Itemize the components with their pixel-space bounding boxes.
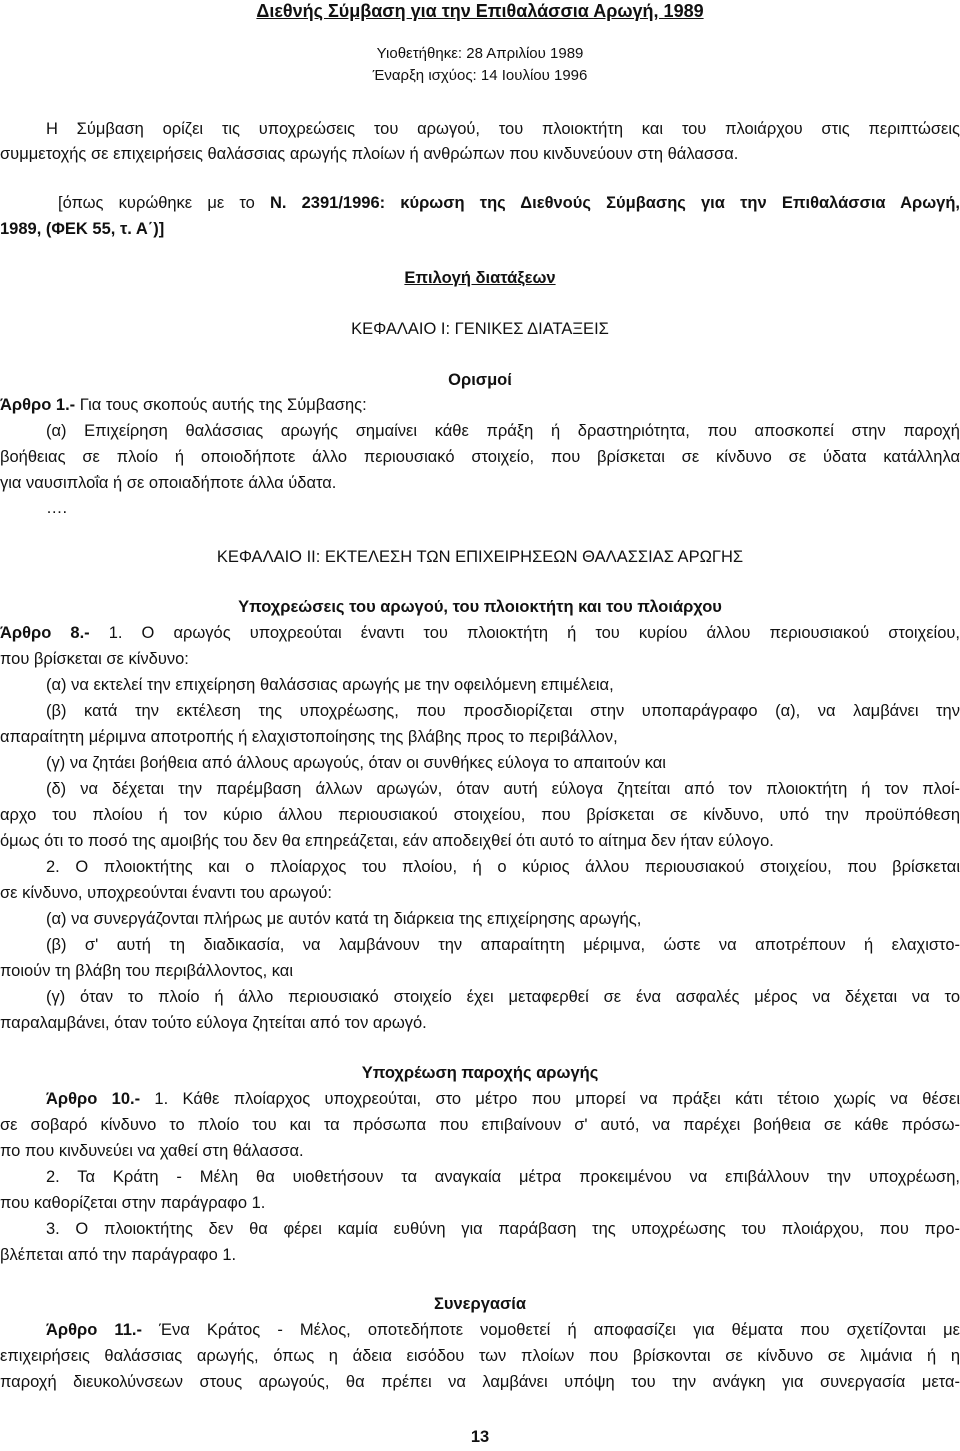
- article-8-line-10: 2. Ο πλοιοκτήτης και ο πλοίαρχος του πλοίου, ή ο κύριος άλλου περιουσιακού στοιχείου, που βρίσκεται: [46, 858, 960, 876]
- article-10-line-7: βλέπεται από την παράγραφο 1.: [0, 1246, 237, 1264]
- article-1-a-line-3: για ναυσιπλοΐα ή σε οποιαδήποτε άλλα ύδατα.: [0, 474, 337, 492]
- article-10-line-3: πο που κινδυνεύει να χαθεί στη θάλασσα.: [0, 1142, 304, 1160]
- cooperation-heading: Συνεργασία: [433, 1295, 527, 1313]
- selection-heading: Επιλογή διατάξεων: [404, 269, 556, 287]
- article-8-line-5: απαραίτητη μέριμνα αποτροπής ή ελαχιστοποίησης της βλάβης προς το περιβάλλον,: [0, 728, 618, 746]
- adoption-date: Υιοθετήθηκε: 28 Απριλίου 1989: [376, 45, 584, 62]
- article-1-label: Άρθρο 1.-: [0, 396, 76, 414]
- article-8-line-11: σε κίνδυνο, υποχρεούνται έναντι του αρωγού:: [0, 884, 332, 902]
- article-11-text: Ένα Κράτος - Μέλος, οποτεδήποτε νομοθετεί ή αποφασίζει για θέματα που σχετίζονται με: [141, 1321, 960, 1339]
- article-10-line-4: 2. Τα Κράτη - Μέλη θα υιοθετήσουν τα αναγκαία μέτρα προκειμένου να επιβάλλουν την υποχρέωση,: [46, 1168, 960, 1186]
- article-8-line-4: (β) κατά την εκτέλεση της υποχρέωσης, που προσδιορίζεται στην υποπαράγραφο (α), να λαμβάνει την: [46, 702, 960, 720]
- article-8-line-9: όμως ότι το ποσό της αμοιβής του δεν θα επηρεάζεται, εάν αποδειχθεί ότι αυτό το αίτημα δεν ήταν εύλογο.: [0, 832, 774, 850]
- page-number: 13: [470, 1428, 490, 1446]
- article-10-label: Άρθρο 10.-: [46, 1090, 141, 1108]
- article-8-line-13: (β) σ' αυτή τη διαδικασία, να λαμβάνουν την απαραίτητη μέριμνα, ώστε να αποτρέπουν ή ελαχιστο-: [46, 936, 960, 954]
- article-8-line-3: (α) να εκτελεί την επιχείρηση θαλάσσιας αρωγής με την οφειλόμενη επιμέλεια,: [46, 676, 614, 694]
- article-10-line-2: σε σοβαρό κίνδυνο το πλοίο του και τα πρόσωπα που επιβαίνουν σ' αυτό, να παρέχει βοήθεια σε κάθε πρόσω-: [0, 1116, 960, 1134]
- article-1-intro: [0, 394, 960, 416]
- definitions-heading: Ορισμοί: [448, 371, 512, 389]
- article-8-line-2: που βρίσκεται σε κίνδυνο:: [0, 650, 189, 668]
- article-10-line-1: [0, 1088, 960, 1110]
- article-10-line-6: 3. Ο πλοιοκτήτης δεν θα φέρει καμία ευθύνη για παράβαση της υποχρέωσης του πλοιάρχου, που προ-: [46, 1220, 960, 1238]
- chapter-1-heading: ΚΕΦΑΛΑΙΟ Ι: ΓΕΝΙΚΕΣ ΔΙΑΤΑΞΕΙΣ: [351, 320, 609, 338]
- article-10-line-5: που καθορίζεται στην παράγραφο 1.: [0, 1194, 266, 1212]
- article-8-text: 1. Ο αρωγός υποχρεούται έναντι του πλοιοκτήτη ή του κυρίου άλλου περιουσιακού στοιχείου,: [89, 624, 960, 642]
- article-8-line-14: ποιούν τη βλάβη του περιβάλλοντος, και: [0, 962, 293, 980]
- article-1-a-line-2: βοήθειας σε πλοίο ή οποιοδήποτε άλλο περιουσιακό στοιχείο, που βρίσκεται σε κίνδυνο σε ύδατα κατάλληλα: [0, 448, 960, 466]
- obligations-heading: Υποχρεώσεις του αρωγού, του πλοιοκτήτη και του πλοιάρχου: [238, 598, 722, 616]
- article-11-line-3: παροχή διευκολύνσεων στους αρωγούς, θα πρέπει να λαμβάνει υπόψη του την ανάγκη για συνεργασία μετα-: [0, 1373, 960, 1391]
- article-8-line-8: αρχο του πλοίου ή τον κύριο άλλου περιουσιακού στοιχείου, που βρίσκεται σε κίνδυνο, υπό την προϋπόθεση: [0, 806, 960, 824]
- omission-ellipsis: ….: [46, 499, 68, 517]
- article-8-line-12: (α) να συνεργάζονται πλήρως με αυτόν κατά τη διάρκεια της επιχείρησης αρωγής,: [46, 910, 642, 928]
- ratification-line-1: [0, 192, 960, 214]
- intro-line-1: Η Σύμβαση ορίζει τις υποχρεώσεις του αρωγού, του πλοιοκτήτη και του πλοιάρχου στις περιπτώσεις: [46, 120, 960, 138]
- article-8-label: Άρθρο 8.-: [0, 624, 90, 642]
- article-8-line-16: παραλαμβάνει, όταν τούτο εύλογα ζητείται από τον αρωγό.: [0, 1014, 427, 1032]
- article-10-text: 1. Κάθε πλοίαρχος υποχρεούται, στο μέτρο που μπορεί να πράξει κάτι τέτοιο χωρίς να θέσει: [140, 1090, 960, 1108]
- intro-line-2: συμμετοχής σε επιχειρήσεις θαλάσσιας αρωγής πλοίων ή ανθρώπων που κινδυνεύουν στη θάλασσα.: [0, 145, 739, 163]
- chapter-2-heading: ΚΕΦΑΛΑΙΟ ΙΙ: ΕΚΤΕΛΕΣΗ ΤΩΝ ΕΠΙΧΕΙΡΗΣΕΩΝ ΘΑΛΑΣΣΙΑΣ ΑΡΩΓΗΣ: [216, 548, 744, 566]
- article-8-line-1: [0, 622, 960, 644]
- document-title: Διεθνής Σύμβαση για την Επιθαλάσσια Αρωγή, 1989: [256, 1, 704, 21]
- ratification-law: Ν. 2391/1996: κύρωση της Διεθνούς Σύμβασης για την Επιθαλάσσια Αρωγή,: [269, 194, 960, 212]
- article-11-line-1: [0, 1319, 960, 1341]
- article-1-intro-text: Για τους σκοπούς αυτής της Σύμβασης:: [75, 396, 367, 414]
- ratification-prefix: [όπως κυρώθηκε με το: [58, 194, 270, 212]
- assistance-duty-heading: Υποχρέωση παροχής αρωγής: [361, 1064, 599, 1082]
- article-8-line-6: (γ) να ζητάει βοήθεια από άλλους αρωγούς, όταν οι συνθήκες εύλογα το απαιτούν και: [46, 754, 666, 772]
- article-8-line-7: (δ) να δέχεται την παρέμβαση άλλων αρωγών, όταν αυτή εύλογα ζητείται από τον πλοιοκτήτη ή τον πλοί-: [46, 780, 960, 798]
- entry-into-force-date: Έναρξη ισχύος: 14 Ιουλίου 1996: [372, 67, 588, 84]
- article-11-label: Άρθρο 11.-: [46, 1321, 142, 1339]
- article-1-a-line-1: (α) Επιχείρηση θαλάσσιας αρωγής σημαίνει κάθε πράξη ή δραστηριότητα, που αποσκοπεί στην παροχή: [46, 422, 960, 440]
- ratification-line-2: 1989, (ΦΕΚ 55, τ. Α΄)]: [0, 220, 165, 238]
- article-11-line-2: επιχειρήσεις θαλάσσιας αρωγής, όπως η άδεια εισόδου των πλοίων που βρίσκονται σε κίνδυνο σε λιμάνια ή η: [0, 1347, 960, 1365]
- article-8-line-15: (γ) όταν το πλοίο ή άλλο περιουσιακό στοιχείο έχει μεταφερθεί σε ένα ασφαλές μέρος να δέχεται να το: [46, 988, 960, 1006]
